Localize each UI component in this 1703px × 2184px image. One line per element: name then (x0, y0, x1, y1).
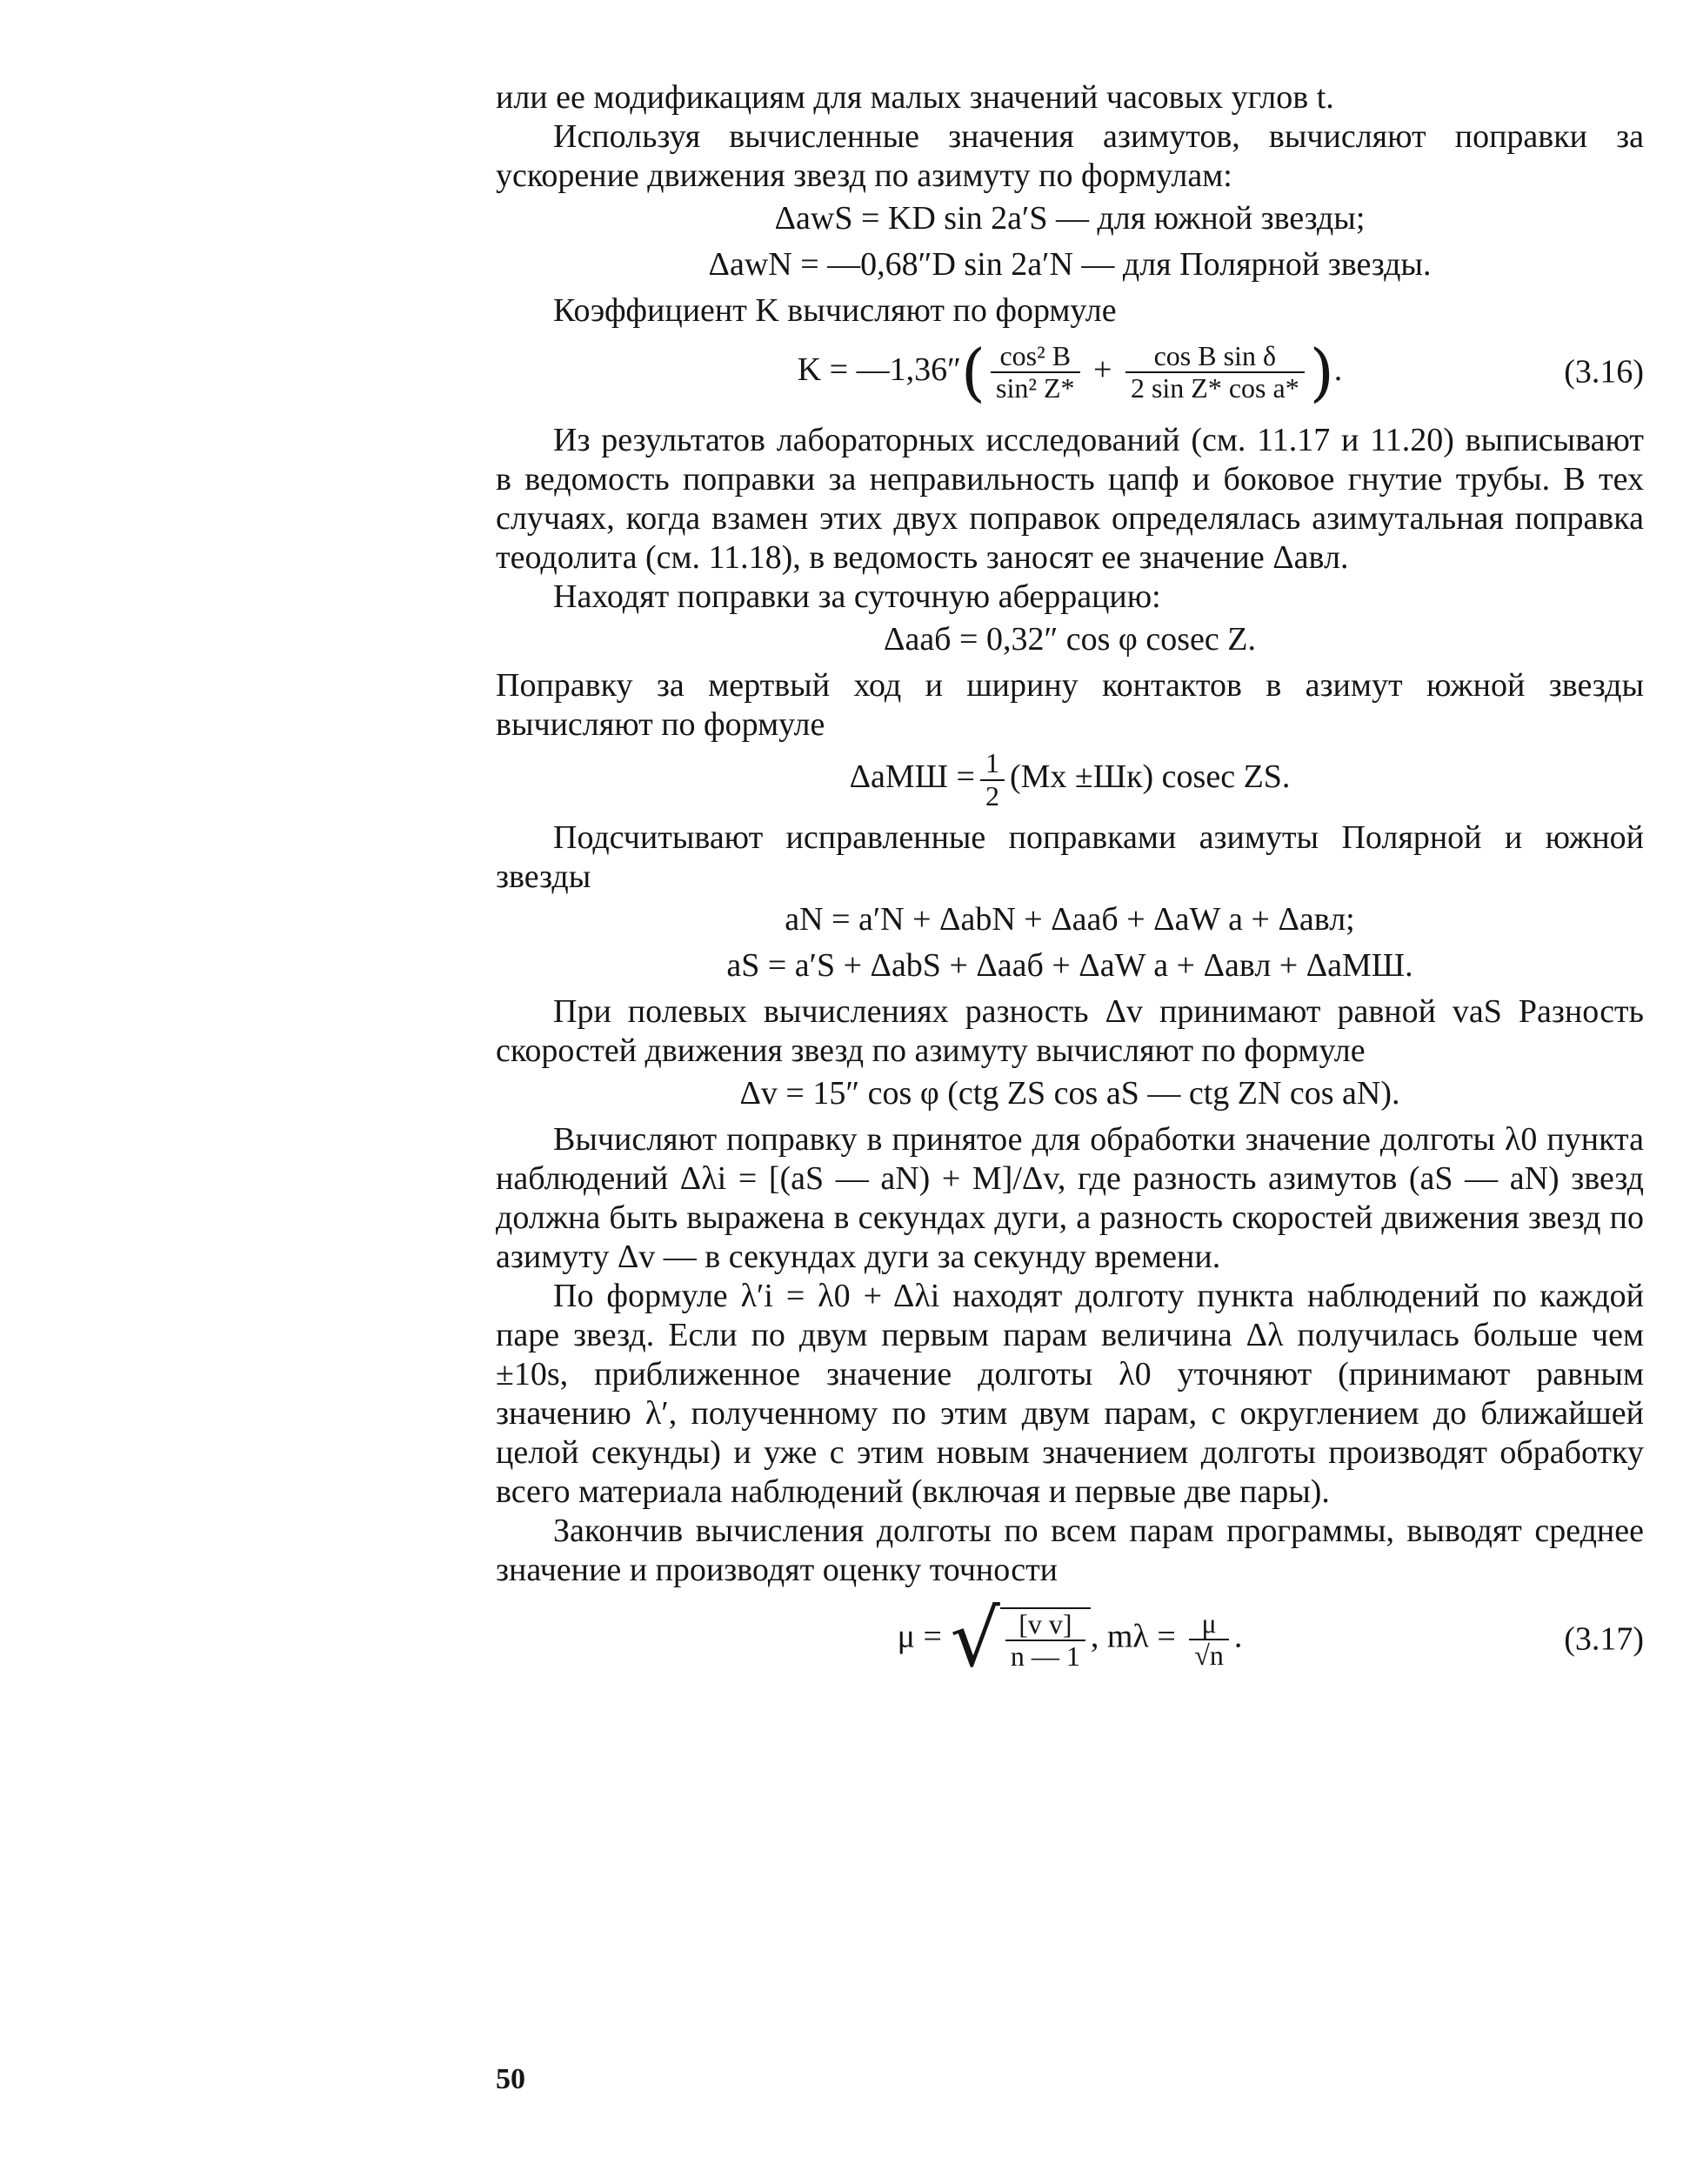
paragraph: При полевых вычислениях разность Δv принимают равной vaS Разность скоростей движения звезд по азимуту вычисляют по формуле (496, 992, 1644, 1069)
formula: Δv = 15″ cos φ (ctg ZS cos aS — ctg ZN cos aN). (739, 1074, 1400, 1112)
paragraph: Вычисляют поправку в принятое для обработки значение долготы λ0 пункта наблюдений Δλi = [(aS — aN) + M]/Δv, где разность азимутов (aS — aN) звезд должна быть выражена в секундах дуги, а разность скоростей движения звезд по азимуту Δv — в секундах дуги за секунду времени. (496, 1120, 1644, 1275)
fraction-denominator: 2 sin Z* cos a* (1130, 372, 1299, 404)
fraction-numerator: [v v] (1005, 1609, 1085, 1641)
formula-mid: , mλ = (1090, 1618, 1176, 1655)
paragraph: Используя вычисленные значения азимутов, вычисляют поправки за ускорение движения звезд по азимуту по формулам: (496, 118, 1644, 194)
fraction-numerator: 1 (980, 748, 1005, 780)
square-root: √ $\frac{\text{[v v]}}{n — 1}$ (950, 1600, 1090, 1679)
formula-lhs: K = —1,36″ (797, 351, 961, 388)
fraction-numerator: μ (1189, 1608, 1229, 1640)
fraction-denominator: 2 (985, 779, 999, 811)
formula-lhs: μ = (897, 1618, 942, 1655)
paragraph: Из результатов лабораторных исследований (см. 11.17 и 11.20) выписывают в ведомость поправки за неправильность цапф и боковое гнутие трубы. В тех случаях, когда взамен этих двух поправок определялась азимутальная поправка теодолита (см. 11.18), в ведомость заносят ее значение Δaвл. (496, 422, 1644, 577)
paragraph: или ее модификациям для малых значений часовых углов t. (496, 79, 1334, 116)
paragraph: Коэффициент K вычисляют по формуле (553, 292, 1117, 329)
equation-number: (3.16) (1564, 353, 1644, 391)
formula-lhs: ΔaМШ = (849, 758, 975, 796)
paragraph: Закончив вычисления долготы по всем парам программы, выводят среднее значение и производят оценку точности (496, 1512, 1644, 1588)
paragraph: Поправку за мертвый ход и ширину контактов в азимут южной звезды вычисляют по формуле (496, 667, 1644, 744)
fraction-denominator: n — 1 (1010, 1640, 1080, 1672)
fraction-denominator: √n (1194, 1639, 1224, 1671)
page-body (496, 78, 1644, 1696)
formula: aS = a′S + ΔabS + Δaаб + ΔaW a + Δaвл + ΔaМШ. (726, 946, 1413, 984)
page-number: 50 (496, 2063, 525, 2095)
fraction-numerator: cos² B (991, 341, 1079, 373)
equation-number: (3.17) (1564, 1620, 1644, 1658)
formula-3-16: K = —1,36″( $\frac{\text{cos² B}}{\text{sin² Z*}}$ + $\frac{\text{cos B sin δ}}{\text{2 sin Z* cos a*}}$ ). (3.16) (797, 336, 1644, 410)
formula: Δaаб = 0,32″ cos φ cosec Z. (884, 621, 1256, 658)
fraction-numerator: cos B sin δ (1125, 341, 1305, 373)
formula: aN = a′N + ΔabN + Δaаб + ΔaW a + Δaвл; (785, 900, 1355, 938)
formula: ΔawN = —0,68″D sin 2a′N — для Полярной звезды. (708, 246, 1432, 283)
paragraph: Находят поправки за суточную аберрацию: (553, 578, 1161, 616)
formula-rhs: (Мх ±Шк) cosec ZS. (1009, 758, 1291, 796)
formula: ΔawS = KD sin 2a′S — для южной звезды; (774, 200, 1366, 237)
paragraph: По формуле λ′i = λ0 + Δλi находят долготу пункта наблюдений по каждой паре звезд. Если по двум первым парам величина Δλ получилась больше чем ±10s, приближенное значение долготы λ0 уточняют (принимают равным значению λ′, полученному по этим двум парам, с округлением до ближайшей целой секунды) и уже с этим новым значением долготы производят обработку всего материала наблюдений (включая и первые две пары). (496, 1277, 1644, 1510)
fraction-denominator: sin² Z* (996, 372, 1075, 404)
formula-3-17: μ = √ $\frac{\text{[v v]}}{n — 1}$ , mλ = $\frac{\mu}{√n}$ . (3.17) (897, 1593, 1644, 1685)
formula (496, 748, 1644, 811)
paragraph: Подсчитывают исправленные поправками азимуты Полярной и южной звезды (496, 818, 1644, 895)
